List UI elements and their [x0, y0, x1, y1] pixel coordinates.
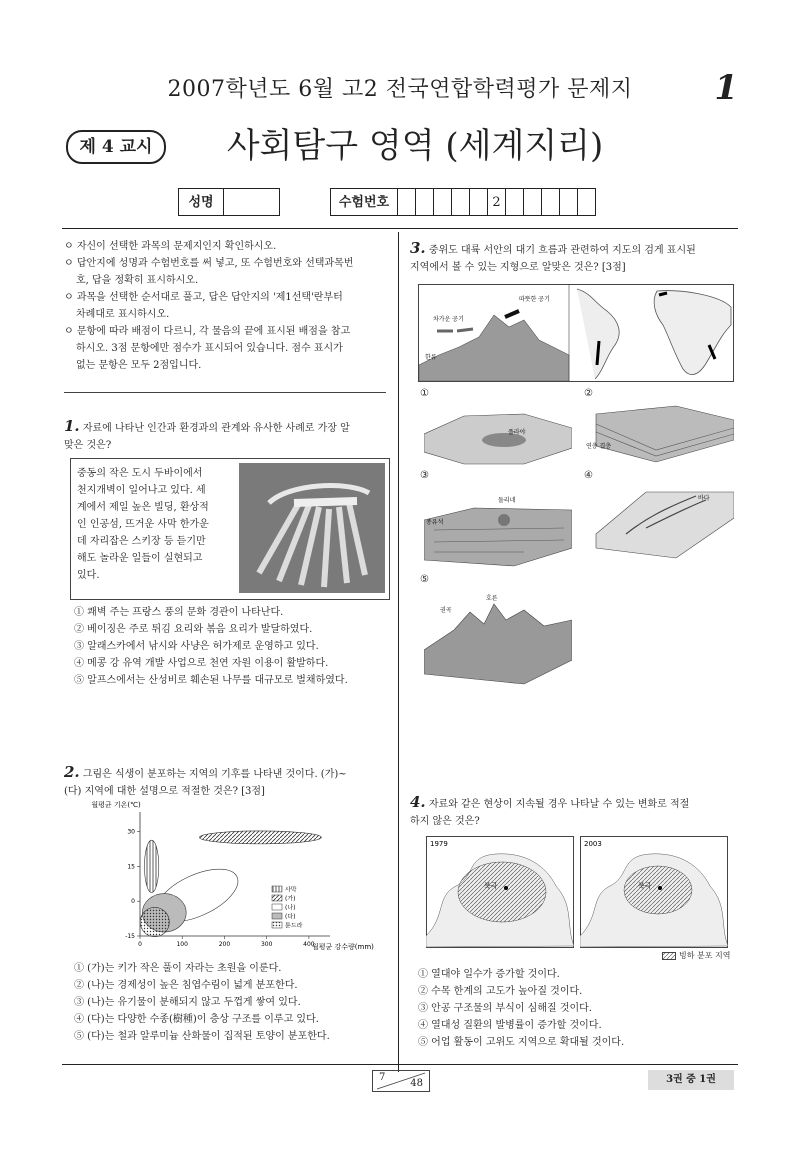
- option-1-label[interactable]: ①: [420, 388, 429, 399]
- option-2-label[interactable]: ②: [584, 388, 593, 399]
- instruction-line: 하시오. 3점 문항에만 점수가 표시되어 있습니다. 점수 표시가: [76, 343, 343, 354]
- instruction-line: ㅇ 답안지에 성명과 수험번호를 써 넣고, 또 수험번호와 선택과목번: [64, 258, 354, 269]
- instruction-line: 차례대로 표시하시오.: [76, 309, 170, 320]
- question-2-stem: [64, 764, 394, 800]
- legend-swatch: [272, 886, 282, 892]
- instruction-line: ㅇ 과목을 선택한 순서대로 풀고, 답은 답안지의 '제1선택'란부터: [64, 292, 343, 303]
- question-1-options: [74, 604, 396, 689]
- map-year: 2003: [584, 840, 602, 848]
- legend-label: (나): [285, 904, 296, 912]
- legend-swatch: [272, 922, 282, 928]
- box-line: 데 자리잡은 스키장 등 듣기만: [77, 536, 206, 547]
- current-label: 한류: [425, 354, 437, 361]
- footer-page: 7: [379, 1072, 386, 1083]
- column-divider: [398, 232, 399, 1072]
- y-tick-label: -15: [125, 933, 135, 940]
- option[interactable]: ④ 열대성 질환의 발병률이 증가할 것이다.: [418, 1020, 602, 1031]
- page-number: 1: [714, 68, 738, 108]
- x-axis-label: 월평균 강수량(mm): [312, 943, 374, 951]
- exam-digit[interactable]: [434, 188, 452, 216]
- arctic-map-1979: [426, 836, 574, 948]
- question-1-stem: [64, 418, 394, 454]
- header-rule: [62, 228, 738, 229]
- box-line: 인 인공섬, 뜨거운 사막 한가운: [77, 519, 209, 530]
- option[interactable]: ② 베이징은 주로 튀김 요리와 볶음 요리가 발달하였다.: [74, 624, 313, 635]
- option-4-label[interactable]: ④: [584, 470, 593, 481]
- y-axis-label: 월평균 기온(℃): [91, 801, 141, 809]
- atmosphere-diagram: [419, 285, 733, 381]
- doline-label: 돌리네: [498, 497, 516, 504]
- period-badge: 제 4 교시: [66, 130, 166, 164]
- subject-title: 사회탐구 영역 (세계지리): [226, 126, 604, 166]
- exam-digit[interactable]: [578, 188, 596, 216]
- layer-diagram[interactable]: [586, 404, 734, 468]
- option[interactable]: ② 수목 한계의 고도가 높아질 것이다.: [418, 986, 583, 997]
- name-field[interactable]: [224, 188, 280, 216]
- exam-digit[interactable]: [416, 188, 434, 216]
- footer-page-box: [372, 1070, 430, 1092]
- x-tick-label: 400: [303, 941, 315, 948]
- stalactite-label: 종유석: [426, 519, 444, 526]
- x-tick-label: 100: [176, 941, 188, 948]
- footer-rule: [62, 1064, 738, 1065]
- dubai-island-photo: [239, 463, 385, 593]
- name-box: [178, 188, 280, 216]
- box-line: 천지개벽이 일어나고 있다. 세: [77, 485, 206, 496]
- exam-digit[interactable]: [452, 188, 470, 216]
- instruction-line: 없는 문항은 모두 2점입니다.: [76, 360, 202, 371]
- playa-diagram[interactable]: [424, 404, 572, 468]
- box-text: [77, 465, 233, 584]
- series-region: [144, 840, 158, 892]
- option[interactable]: ④ (다)는 다양한 수종(樹種)이 층상 구조를 이루고 있다.: [74, 1014, 319, 1025]
- playa-label: 플라야: [508, 429, 526, 436]
- option[interactable]: ② (나)는 경제성이 높은 침엽수림이 넓게 분포한다.: [74, 980, 298, 991]
- x-tick-label: 300: [260, 941, 273, 948]
- legend-swatch: [272, 913, 282, 919]
- pole-label: 북극: [484, 882, 498, 890]
- instruction-rule: [64, 392, 386, 393]
- climate-chart: [80, 798, 380, 958]
- x-tick-label: 200: [218, 941, 231, 948]
- y-tick-label: 0: [131, 898, 135, 906]
- stem-line: 자료에 나타난 인간과 환경과의 관계와 유사한 사례로 가장 알: [82, 423, 350, 434]
- instruction-line: 호, 답을 정확히 표시하시오.: [76, 275, 199, 286]
- legend-label: 사막: [285, 886, 297, 894]
- legend-swatch: [272, 904, 282, 910]
- exam-number-box: [330, 188, 596, 216]
- sea-label: 바다: [698, 495, 710, 502]
- exam-title: 2007학년도 6월 고2 전국연합학력평가 문제지: [167, 77, 633, 102]
- question-number: 4.: [410, 793, 426, 811]
- exam-digit[interactable]: 2: [488, 188, 506, 216]
- ice-legend-text: 빙하 분포 지역: [679, 951, 731, 960]
- exam-digit[interactable]: [506, 188, 524, 216]
- stem-line: 맞은 것은?: [64, 440, 112, 451]
- legend-label: 툰드라: [285, 922, 303, 930]
- footer-total: 48: [410, 1078, 423, 1089]
- option-3-label[interactable]: ③: [420, 470, 429, 481]
- x-tick-label: 0: [138, 941, 142, 948]
- pole-label: 북극: [638, 882, 652, 890]
- stem-line: 지역에서 볼 수 있는 지형으로 알맞은 것은? [3점]: [410, 262, 626, 273]
- exam-digit[interactable]: [542, 188, 560, 216]
- question-2-options: [74, 960, 396, 1045]
- layer-label: 연층 겹층: [586, 443, 612, 450]
- question-number: 2.: [64, 763, 80, 781]
- footer-book: 3권 중 1권: [648, 1070, 734, 1090]
- exam-digit[interactable]: [524, 188, 542, 216]
- question-number: 1.: [64, 417, 80, 435]
- y-tick-label: 30: [127, 828, 135, 836]
- stem-line: 중위도 대륙 서안의 대기 흐름과 관련하여 지도의 검게 표시된: [428, 245, 696, 256]
- legend-label: (가): [285, 895, 296, 903]
- option[interactable]: ⑤ (다)는 철과 알루미늄 산화물이 집적된 토양이 분포한다.: [74, 1031, 330, 1042]
- exam-number-label: 수험번호: [330, 188, 398, 216]
- option[interactable]: ① 열대야 일수가 증가할 것이다.: [418, 969, 560, 980]
- stem-line: 자료와 같은 현상이 지속될 경우 나타날 수 있는 변화로 적절: [428, 799, 690, 810]
- series-region: [140, 907, 169, 936]
- exam-digit[interactable]: [398, 188, 416, 216]
- stem-line: 하지 않은 것은?: [410, 816, 480, 827]
- exam-digit[interactable]: [470, 188, 488, 216]
- y-tick-label: 15: [127, 863, 135, 871]
- question-1-box: [70, 458, 390, 600]
- option[interactable]: ③ (나)는 유기물이 분해되지 않고 두껍게 쌓여 있다.: [74, 997, 301, 1008]
- question-3-figure: [418, 284, 734, 382]
- exam-digit[interactable]: [560, 188, 578, 216]
- box-line: 계에서 제일 높은 빌딩, 환상적: [77, 502, 209, 513]
- instruction-line: ㅇ 문항에 따라 배점이 다르니, 각 물음의 끝에 표시된 배점을 참고: [64, 326, 351, 337]
- stem-line: 그림은 식생이 분포하는 지역의 기후를 나타낸 것이다. (가)~: [82, 769, 347, 780]
- instruction-line: ㅇ 자신이 선택한 과목의 문제지인지 확인하시오.: [64, 241, 277, 252]
- option[interactable]: ⑤ 어업 활동이 고위도 지역으로 확대될 것이다.: [418, 1037, 625, 1048]
- question-4-stem: [410, 794, 740, 830]
- fjord-diagram[interactable]: [586, 488, 734, 560]
- karst-diagram[interactable]: [424, 490, 572, 570]
- option[interactable]: ④ 메콩 강 유역 개발 사업으로 천연 자원 이용이 활발하다.: [74, 658, 329, 669]
- box-line: 중동의 작은 도시 두바이에서: [77, 468, 203, 479]
- warm-air-label: 따뜻한 공기: [519, 296, 550, 303]
- ice-legend-swatch: [662, 952, 676, 960]
- box-line: 있다.: [77, 570, 100, 581]
- arctic-map-2003: [580, 836, 728, 948]
- box-line: 해도 놀라운 일들이 실현되고: [77, 553, 203, 564]
- horn-diagram[interactable]: [424, 590, 572, 686]
- option[interactable]: ① 쾌벽 주는 프랑스 풍의 문화 경관이 나타난다.: [74, 607, 284, 618]
- option[interactable]: ⑤ 알프스에서는 산성비로 훼손된 나무를 대규모로 벌채하였다.: [74, 675, 348, 686]
- ice-legend: [662, 950, 730, 961]
- question-3-stem: [410, 240, 740, 276]
- question-number: 3.: [410, 239, 426, 257]
- legend-label: (다): [285, 913, 296, 921]
- option-5-label[interactable]: ⑤: [420, 574, 429, 585]
- map-year: 1979: [430, 840, 448, 848]
- name-label: 성명: [178, 188, 224, 216]
- horn-label: 호른: [486, 595, 498, 602]
- option[interactable]: ③ 안공 구조물의 부식이 심해질 것이다.: [418, 1003, 592, 1014]
- cold-air-label: 차가운 공기: [433, 316, 464, 323]
- instructions: [64, 238, 390, 374]
- question-4-options: [418, 966, 740, 1051]
- stem-line: (다) 지역에 대한 설명으로 적절한 것은? [3점]: [64, 786, 265, 797]
- cirque-label: 권곡: [440, 607, 452, 614]
- option[interactable]: ① (가)는 키가 작은 풀이 자라는 초원을 이룬다.: [74, 963, 282, 974]
- option[interactable]: ③ 알래스카에서 낚시와 사냥은 허가제로 운영하고 있다.: [74, 641, 319, 652]
- series-region: [199, 831, 321, 844]
- legend-swatch: [272, 895, 282, 901]
